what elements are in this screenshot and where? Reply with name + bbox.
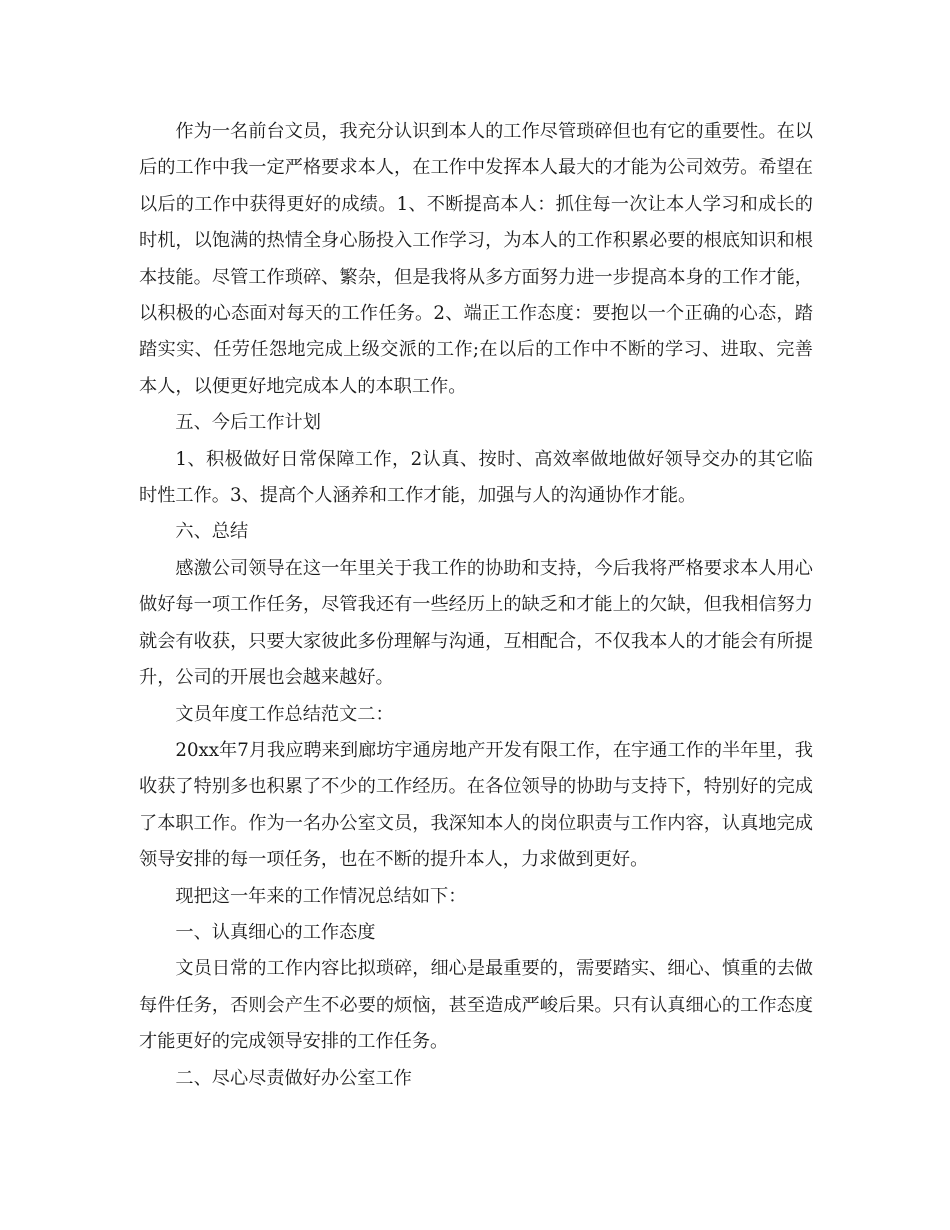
document-body bbox=[139, 114, 813, 1097]
heading-conclusion: 六、总结 bbox=[175, 521, 249, 543]
heading-section-one: 一、认真细心的工作态度 bbox=[175, 921, 376, 943]
heading-sample-two: 文员年度工作总结范文二： bbox=[175, 703, 394, 725]
paragraph-frontdesk-reflection: 作为一名前台文员，我充分认识到本人的工作尽管琐碎但也有它的重要性。在以后的工作中我一定严格要求本人，在工作中发挥本人最大的才能为公司效劳。希望在以后的工作中获得更好的成绩。1、不断提高本人：抓住每一次让本人学习和成长的时机，以饱满的热情全身心肠投入工作学习，为本人的工作积累必要的根底知识和根本技能。尽管工作琐碎、繁杂，但是我将从多方面努力进一步提高本身的工作才能，以积极的心态面对每天的工作任务。2、端正工作态度：要抱以一个正确的心态，踏踏实实、任劳任怨地完成上级交派的工作;在以后的工作中不断的学习、进取、完善本人，以便更好地完成本人的本职工作。 bbox=[139, 121, 813, 397]
paragraph-future-plan: 1、积极做好日常保障工作，2认真、按时、高效率做地做好领导交办的其它临时性工作。3、提高个人涵养和工作才能，加强与人的沟通协作才能。 bbox=[139, 448, 813, 507]
heading-section-two: 二、尽心尽责做好办公室工作 bbox=[175, 1067, 412, 1089]
heading-summary-intro: 现把这一年来的工作情况总结如下： bbox=[175, 885, 467, 907]
paragraph-section-one: 文员日常的工作内容比拟琐碎，细心是最重要的，需要踏实、细心、慎重的去做每件任务，否则会产生不必要的烦恼，甚至造成严峻后果。只有认真细心的工作态度才能更好的完成领导安排的工作任务。 bbox=[139, 958, 813, 1053]
heading-future-plan: 五、今后工作计划 bbox=[175, 412, 321, 434]
paragraph-conclusion: 感激公司领导在这一年里关于我工作的协助和支持，今后我将严格要求本人用心做好每一项工作任务，尽管我还有一些经历上的缺乏和才能上的欠缺，但我相信努力就会有收获，只要大家彼此多份理解与沟通，互相配合，不仅我本人的才能会有所提升，公司的开展也会越来越好。 bbox=[139, 557, 813, 689]
paragraph-sample-two-intro: 20xx年7月我应聘来到廊坊宇通房地产开发有限工作，在宇通工作的半年里，我收获了特别多也积累了不少的工作经历。在各位领导的协助与支持下，特别好的完成了本职工作。作为一名办公室文员，我深知本人的岗位职责与工作内容，认真地完成领导安排的每一项任务，也在不断的提升本人，力求做到更好。 bbox=[139, 739, 813, 871]
